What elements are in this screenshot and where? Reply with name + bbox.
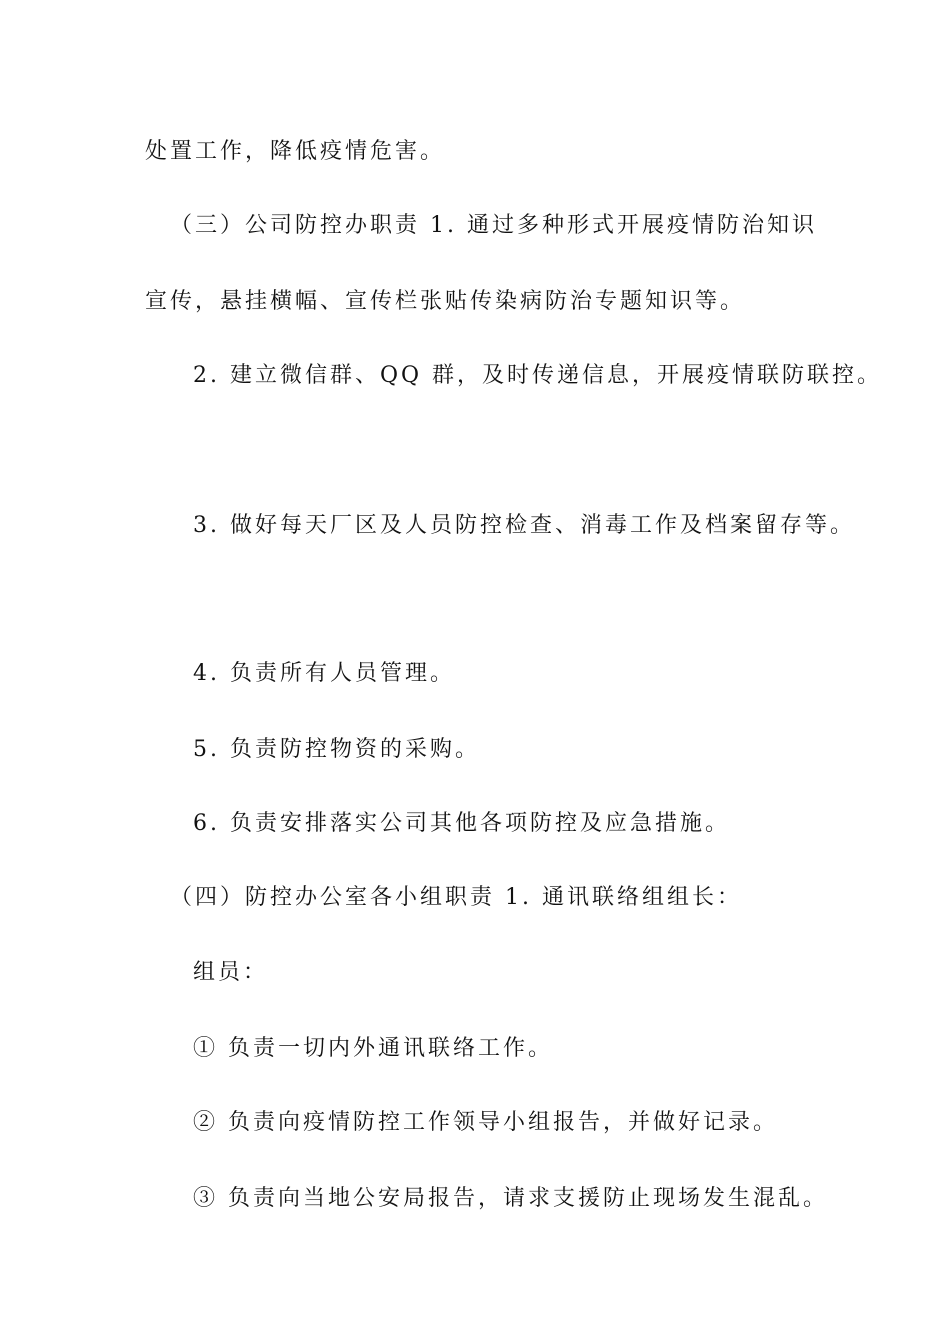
text-line-3: 宣传，悬挂横幅、宣传栏张贴传染病防治专题知识等。	[145, 289, 746, 314]
text-line-4: 2. 建立微信群、QQ 群，及时传递信息，开展疫情联防联控。	[193, 363, 883, 388]
text-line-9: （四）防控办公室各小组职责 1. 通讯联络组组长：	[170, 885, 742, 910]
text-line-12: ② 负责向疫情防控工作领导小组报告，并做好记录。	[193, 1110, 778, 1135]
text-line-5: 3. 做好每天厂区及人员防控检查、消毒工作及档案留存等。	[193, 513, 855, 538]
text-line-11: ① 负责一切内外通讯联络工作。	[193, 1036, 553, 1061]
text-line-7: 5. 负责防控物资的采购。	[193, 737, 480, 762]
text-line-10: 组员：	[193, 960, 269, 985]
text-line-13: ③ 负责向当地公安局报告，请求支援防止现场发生混乱。	[193, 1186, 828, 1211]
text-line-6: 4. 负责所有人员管理。	[193, 661, 455, 686]
text-line-2: （三）公司防控办职责 1. 通过多种形式开展疫情防治知识	[170, 213, 817, 238]
text-line-8: 6. 负责安排落实公司其他各项防控及应急措施。	[193, 811, 730, 836]
text-line-1: 处置工作，降低疫情危害。	[145, 139, 446, 164]
